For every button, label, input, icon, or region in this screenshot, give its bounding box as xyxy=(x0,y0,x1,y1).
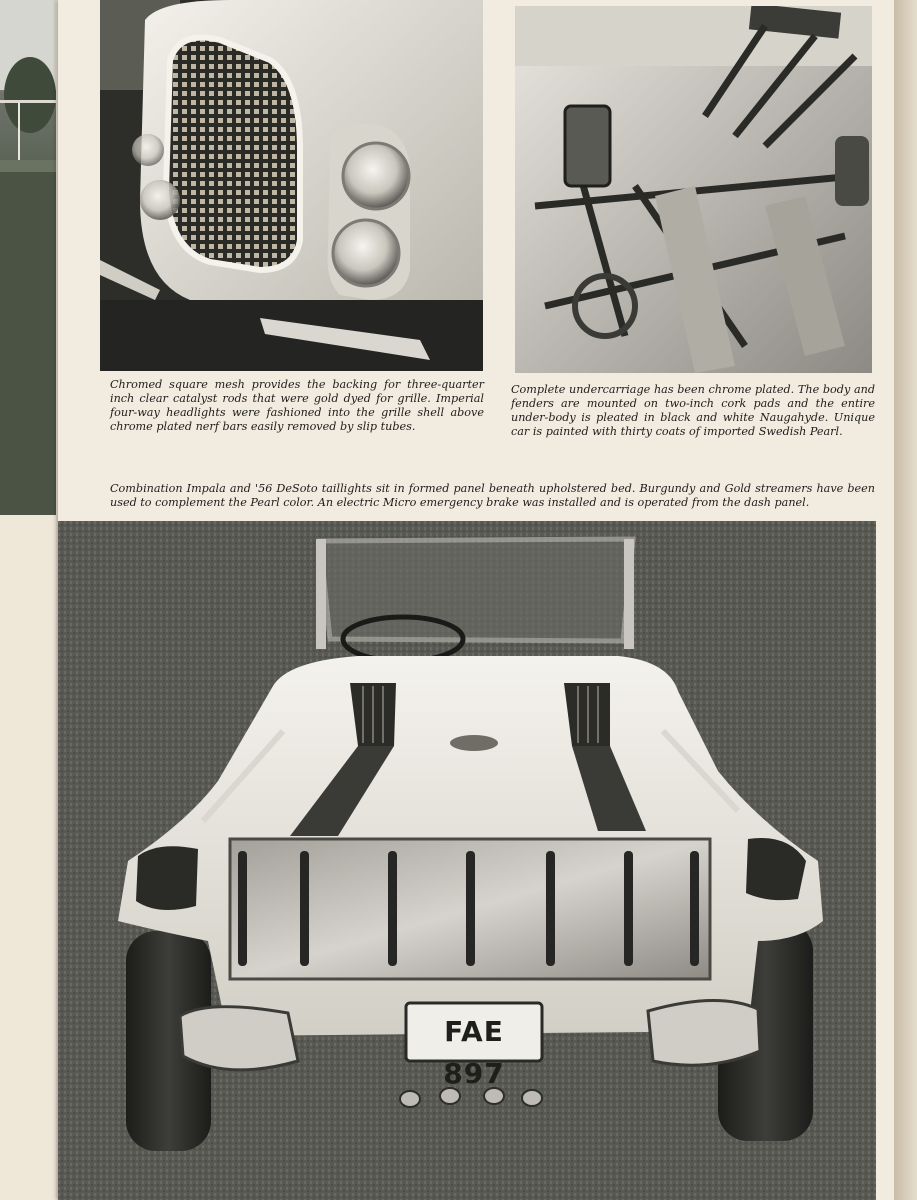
page-edge-right xyxy=(894,0,917,1200)
grille-caption: Chromed square mesh provides the backing for three-quarter inch clear catalyst rods that were gold dyed for grille. Imperial four-way headlights were fashioned into the grille shell above chrome plated nerf bars easily removed by slip tubes. xyxy=(110,378,484,433)
rear-caption: Combination Impala and '56 DeSoto taillights sit in formed panel beneath upholstered bed. Burgundy and Gold streamers have been used to complement the Pearl color. An electric Micro emergency brake was installed and is operated from the dash panel. xyxy=(110,482,875,509)
undercarriage-caption: Complete undercarriage has been chrome plated. The body and fenders are mounted on two-inch cork pads and the entire under-body is pleated in black and white Naugahyde. Unique car is painted with thirty coats of imported Swedish Pearl. xyxy=(511,383,875,438)
rear-car-photo xyxy=(58,521,876,1200)
license-plate: FAE 897 xyxy=(443,1015,505,1090)
adjacent-page-photo xyxy=(0,0,56,515)
undercarriage-photo xyxy=(515,6,872,373)
grille-photo xyxy=(100,0,483,371)
